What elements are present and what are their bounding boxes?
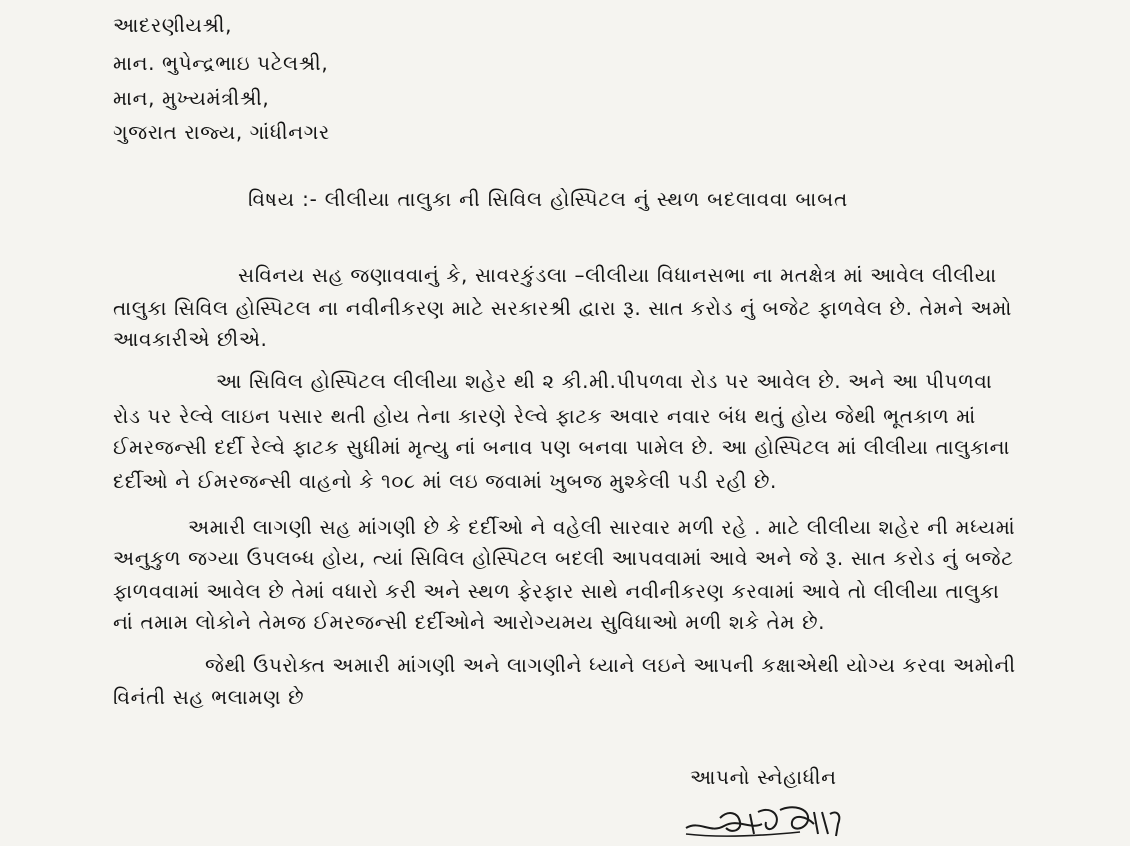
paragraph-2-line-4: દર્દીઓ ને ઈમરજન્સી વાહનો કે ૧૦૮ માં લઇ જવામાં ખુબજ મુશ્કેલી પડી રહી છે. <box>113 469 777 493</box>
paragraph-4-line-1: જેથી ઉપરોક્ત અમારી માંગણી અને લાગણીને ધ્યાને લઇને આપની કક્ષાએથી યોગ્ય કરવા અમોની <box>205 653 1016 677</box>
subject-line: વિષય :- લીલીયા તાલુકા ની સિવિલ હોસ્પિટલ નું સ્થળ બદલાવવા બાબત <box>248 187 849 211</box>
paragraph-1-line-1: સવિનય સહ જણાવવાનું કે, સાવરકુંડલા –લીલીયા વિધાનસભા ના મતક્ષેત્ર માં આવેલ લીલીયા <box>238 263 997 287</box>
handwritten-signature <box>680 800 880 846</box>
paragraph-4-line-2: વિનંતી સહ ભલામણ છે <box>113 685 305 709</box>
paragraph-1-line-3: આવકારીએ છીએ. <box>113 327 268 351</box>
paragraph-3-line-2: અનુકુળ જગ્યા ઉપલબ્ધ હોય, ત્યાં સિવિલ હોસ્પિટલ બદલી આપવવામાં આવે અને જે રૂ. સાત કરોડ નું બજેટ <box>113 546 1014 570</box>
address-line-place: ગુજરાત રાજ્ય, ગાંધીનગર <box>113 120 330 144</box>
address-line-title: માન, મુખ્યમંત્રીશ્રી, <box>113 86 270 110</box>
address-line-salutation: આદરણીયશ્રી, <box>113 13 233 37</box>
closing-text: આપનો સ્નેહાધીન <box>690 765 837 789</box>
paragraph-3-line-1: અમારી લાગણી સહ માંગણી છે કે દર્દીઓ ને વહેલી સારવાર મળી રહે . માટે લીલીયા શહેર ની મધ્યમાં <box>188 515 1016 539</box>
paragraph-2-line-2: રોડ પર રેલ્વે લાઇન પસાર થતી હોય તેના કારણે રેલ્વે ફાટક અવાર નવાર બંધ થતું હોય જેથી ભૂતકાળ માં <box>113 404 976 428</box>
paragraph-3-line-4: નાં તમામ લોકોને તેમજ ઈમરજન્સી દર્દીઓને આરોગ્યમય સુવિધાઓ મળી શકે તેમ છે. <box>113 610 826 634</box>
paragraph-2-line-1: આ સિવિલ હોસ્પિટલ લીલીયા શહેર થી ૨ કી.મી.પીપળવા રોડ પર આવેલ છે. અને આ પીપળવા <box>216 369 993 393</box>
paragraph-3-line-3: ફાળવવામાં આવેલ છે તેમાં વધારો કરી અને સ્થળ ફેરફાર સાથે નવીનીકરણ કરવામાં આવે તો લીલીયા તાલુકા <box>113 579 1000 603</box>
address-line-name: માન. ભુપેન્દ્રભાઇ પટેલશ્રી, <box>113 51 329 75</box>
paragraph-1-line-2: તાલુકા સિવિલ હોસ્પિટલ ના નવીનીકરણ માટે સરકારશ્રી દ્વારા રૂ. સાત કરોડ નું બજેટ ફાળવેલ છે. તેમને અમો <box>113 296 1012 320</box>
paragraph-2-line-3: ઈમરજન્સી દર્દી રેલ્વે ફાટક સુધીમાં મૃત્યુ નાં બનાવ પણ બનવા પામેલ છે. આ હોસ્પિટલ માં લીલીયા તાલુકાના <box>113 435 1010 459</box>
